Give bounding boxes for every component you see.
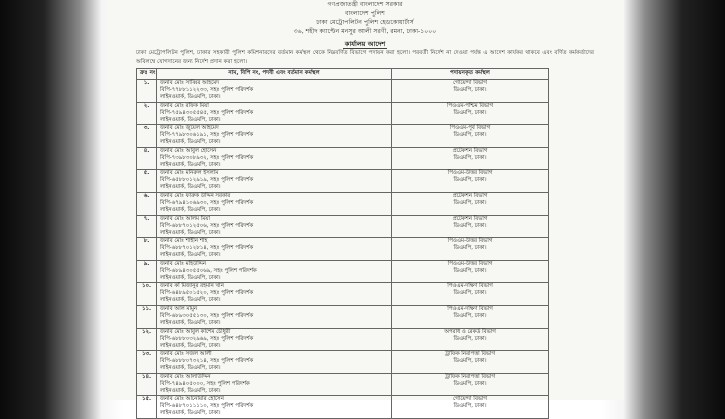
posting-division: পিওএম-দক্ষিণ বিভাগ bbox=[447, 283, 493, 290]
serial-cell: ১৩. bbox=[137, 351, 157, 374]
posting-division: পিওএম-উত্তর বিভাগ bbox=[447, 238, 493, 245]
officer-name: জনাব মোঃ মনিরুল ইসলাম bbox=[160, 170, 219, 177]
table-row bbox=[137, 373, 549, 396]
officer-bp-rank: বিপি-৭৪৯৪০৫০০০, সহঃ পুলিশ পরিদর্শক bbox=[160, 380, 250, 387]
officer-bp-rank: বিপি-৬৪৮৯৫০১৫২০, সহঃ পুলিশ পরিদর্শক bbox=[160, 290, 254, 297]
posting-location: ডিএমপি, ঢাকা। bbox=[453, 380, 487, 387]
officer-name: জনাব কাঁ মিজানুর রহমান খান bbox=[160, 283, 224, 290]
officer-unit: লাইনওয়ার্ক, ডিএমপি, ঢাকা। bbox=[160, 116, 221, 123]
posting-location: ডিএমপি, ঢাকা। bbox=[453, 132, 487, 139]
officer-cell bbox=[157, 396, 392, 419]
officer-bp-rank: বিপি-৬৮৮৭০১২৮১৪, সহঃ পুলিশ পরিদর্শক bbox=[160, 245, 254, 252]
posting-cell bbox=[392, 373, 549, 396]
officer-bp-rank: বিপি-৬৮৯৪৩০৫৫০৬৯, সহঃ পুলিশ পরিদর্শক bbox=[160, 267, 257, 274]
officer-cell bbox=[157, 147, 392, 170]
officer-cell bbox=[157, 283, 392, 306]
serial-cell: ৯. bbox=[137, 260, 157, 283]
serial-cell: ১১. bbox=[137, 305, 157, 328]
table-row bbox=[137, 283, 549, 306]
officer-unit: লাইনওয়ার্ক, ডিএমপি, ঢাকা। bbox=[160, 387, 221, 394]
officer-unit: লাইনওয়ার্ক, ডিএমপি, ঢাকা। bbox=[160, 410, 221, 417]
posting-location: ডিএমপি, ঢাকা। bbox=[453, 335, 487, 342]
officer-cell bbox=[157, 260, 392, 283]
posting-table bbox=[136, 68, 549, 419]
officer-name: জনাব মোঃ আবুল হোসেন bbox=[160, 147, 217, 154]
officer-cell bbox=[157, 215, 392, 238]
officer-cell bbox=[157, 238, 392, 261]
officer-name: জনাব মোঃ মহিউদ্দিন bbox=[160, 260, 206, 267]
table-row bbox=[137, 215, 549, 238]
officer-bp-rank: বিপি-৬৫৮৮০১২৯১৯, সহঃ পুলিশ পরিদর্শক bbox=[160, 177, 254, 184]
table-row bbox=[137, 238, 549, 261]
posting-division: ট্রাফিক নিরাপত্তা বিভাগ bbox=[444, 351, 496, 358]
posting-cell bbox=[392, 102, 549, 125]
column-header-posting: পদায়নকৃত কর্মস্থল bbox=[392, 69, 549, 80]
officer-bp-rank: বিপি-৬৪৮৭০১১১১০, সহঃ পুলিশ পরিদর্শক bbox=[160, 403, 254, 410]
posting-division: পিওএম-দক্ষিণ বিভাগ bbox=[447, 305, 493, 312]
order-title: কার্যালয় আদেশ bbox=[344, 40, 386, 48]
officer-name: জনাব মোঃ আবুল কাশেম চৌধুরী bbox=[160, 328, 231, 335]
table-row bbox=[137, 192, 549, 215]
officer-cell bbox=[157, 102, 392, 125]
officer-name: জনাব মোঃ শাহীন শাহ bbox=[160, 238, 208, 245]
posting-division: পিওএম-উত্তর বিভাগ bbox=[447, 260, 493, 267]
posting-division: গোয়েন্দা বিভাগ bbox=[453, 396, 487, 403]
posting-location: ডিএমপি, ঢাকা। bbox=[453, 358, 487, 365]
officer-name: জনাব মোঃ ফারুক উদ্দিন সরকার bbox=[160, 192, 231, 199]
serial-cell: ১. bbox=[137, 80, 157, 103]
table-row bbox=[137, 80, 549, 103]
table-row bbox=[137, 351, 549, 374]
serial-cell: ৭. bbox=[137, 215, 157, 238]
posting-location: ডিএমপি, ঢাকা। bbox=[453, 109, 487, 116]
officer-name: জনাব মোঃ সাব্বির আহমেদ bbox=[160, 80, 220, 86]
header-line-dmp: ঢাকা মেট্রোপলিটন পুলিশ হেডকোয়ার্টার্স bbox=[316, 19, 414, 26]
posting-cell bbox=[392, 147, 549, 170]
document-header bbox=[106, 0, 624, 36]
officer-unit: লাইনওয়ার্ক, ডিএমপি, ঢাকা। bbox=[160, 139, 221, 146]
officer-bp-rank: বিপি-৭৭৯৮৩০৬১৯১, সহঃ পুলিশ পরিদর্শক bbox=[160, 132, 254, 139]
officer-cell bbox=[157, 351, 392, 374]
serial-cell: ১২. bbox=[137, 328, 157, 351]
posting-location: ডিএমপি, ঢাকা। bbox=[453, 199, 487, 206]
table-row bbox=[137, 125, 549, 148]
posting-cell bbox=[392, 125, 549, 148]
posting-location: ডিএমপি, ঢাকা। bbox=[453, 267, 487, 274]
posting-cell bbox=[392, 328, 549, 351]
intro-paragraph: ঢাকা মেট্রোপলিটন পুলিশ, ঢাকার সহকারী পুলিশ কমিশনারদের বর্তমান কর্মস্থল থেকে নিম্নবর্ণিত বিভাগে পদায়ন করা হলো। পরবর্তী নির্দেশ না দেওয়া পর্যন্ত এ আদেশ কার্যকর থাকবে এবং বর্ণিত কর্মকর্তাদের অবিলম্বে যোগদানের জন্য নির্দেশ প্রদান করা হলো। bbox=[136, 50, 594, 65]
officer-unit: লাইনওয়ার্ক, ডিএমপি, ঢাকা। bbox=[160, 319, 221, 326]
officer-name: জনাব মোঃ আনোয়ার হোসেন bbox=[160, 396, 224, 403]
posting-cell bbox=[392, 238, 549, 261]
officer-unit: লাইনওয়ার্ক, ডিএমপি, ঢাকা। bbox=[160, 342, 221, 349]
serial-cell: ১০. bbox=[137, 283, 157, 306]
table-header-row bbox=[137, 69, 549, 80]
posting-cell bbox=[392, 260, 549, 283]
posting-division: ট্রাফিক নিরাপত্তা বিভাগ bbox=[444, 373, 496, 380]
posting-cell bbox=[392, 351, 549, 374]
posting-location: ডিএমপি, ঢাকা। bbox=[453, 290, 487, 297]
table-row bbox=[137, 147, 549, 170]
posting-location: ডিএমপি, ঢাকা। bbox=[453, 177, 487, 184]
officer-cell bbox=[157, 305, 392, 328]
officer-name: জনাব মোঃ আলম মিয়া bbox=[160, 215, 210, 222]
posting-location: ডিএমপি, ঢাকা। bbox=[453, 403, 487, 410]
officer-bp-rank: বিপি-৬৭৯৪১০৬৯৩০, সহঃ পুলিশ পরিদর্শক bbox=[160, 199, 254, 206]
serial-cell: ৪. bbox=[137, 147, 157, 170]
posting-division: পিওএম-পশ্চিম বিভাগ bbox=[446, 102, 494, 109]
serial-cell: ১৪. bbox=[137, 373, 157, 396]
officer-name: জনাব মোঃ জুয়েল আহমেদ bbox=[160, 125, 219, 132]
posting-division: গোয়েন্দা বিভাগ bbox=[453, 80, 487, 86]
officer-unit: লাইনওয়ার্ক, ডিএমপি, ঢাকা। bbox=[160, 229, 221, 236]
officer-cell bbox=[157, 80, 392, 103]
posting-division: প্রটেকশন বিভাগ bbox=[452, 147, 488, 154]
table-row bbox=[137, 170, 549, 193]
posting-cell bbox=[392, 170, 549, 193]
officer-name: জনাব মোঃ রফিক মিয়া bbox=[160, 102, 209, 109]
officer-unit: লাইনওয়ার্ক, ডিএমপি, ঢাকা। bbox=[160, 252, 221, 259]
table-row bbox=[137, 328, 549, 351]
posting-location: ডিএমপি, ঢাকা। bbox=[453, 245, 487, 252]
serial-cell: ৮. bbox=[137, 238, 157, 261]
header-line-address: ৩৬, শহীদ ক্যাপ্টেন মনসুর আলী সরণী, রমনা, ঢাকা-১০০০ bbox=[293, 28, 437, 35]
serial-cell: ৩. bbox=[137, 125, 157, 148]
officer-cell bbox=[157, 373, 392, 396]
scanned-document bbox=[106, 0, 624, 417]
officer-unit: লাইনওয়ার্ক, ডিএমপি, ঢাকা। bbox=[160, 206, 221, 213]
column-header-serial: ক্রঃ নং bbox=[137, 69, 157, 80]
serial-cell: ৬. bbox=[137, 192, 157, 215]
officer-name: জনাব আল মামুন bbox=[160, 305, 198, 312]
serial-cell: ১৫. bbox=[137, 396, 157, 419]
officer-cell bbox=[157, 192, 392, 215]
posting-division: পিওএম-পূর্ব বিভাগ bbox=[449, 125, 491, 132]
officer-cell bbox=[157, 328, 392, 351]
table-row bbox=[137, 260, 549, 283]
posting-location: ডিএমপি, ঢাকা। bbox=[453, 312, 487, 319]
posting-cell bbox=[392, 305, 549, 328]
officer-bp-rank: বিপি-৬৮৮৮০৭৩২১৪, সহঃ পুলিশ পরিদর্শক bbox=[160, 358, 254, 365]
officer-unit: লাইনওয়ার্ক, ডিএমপি, ঢাকা। bbox=[160, 94, 221, 100]
officer-unit: লাইনওয়ার্ক, ডিএমপি, ঢাকা। bbox=[160, 365, 221, 372]
serial-cell: ২. bbox=[137, 102, 157, 125]
officer-unit: লাইনওয়ার্ক, ডিএমপি, ঢাকা। bbox=[160, 297, 221, 304]
header-line-government: গণপ্রজাতন্ত্রী বাংলাদেশ সরকার bbox=[327, 1, 403, 8]
officer-bp-rank: বিপি-৬৮৯৩০৫৫১৩০, সহঃ পুলিশ পরিদর্শক bbox=[160, 312, 254, 319]
posting-cell bbox=[392, 283, 549, 306]
table-row bbox=[137, 396, 549, 419]
table-row bbox=[137, 305, 549, 328]
posting-division: অপরাধ ও রেকর্ড বিভাগ bbox=[444, 328, 496, 335]
officer-bp-rank: বিপি-৬৮৮৭০১২৫০৬, সহঃ পুলিশ পরিদর্শক bbox=[160, 222, 254, 229]
officer-name: জনাব মোঃ সজল আলী bbox=[160, 351, 212, 358]
header-line-police: বাংলাদেশ পুলিশ bbox=[345, 10, 385, 17]
posting-cell bbox=[392, 192, 549, 215]
officer-unit: লাইনওয়ার্ক, ডিএমপি, ঢাকা। bbox=[160, 161, 221, 168]
posting-location: ডিএমপি, ঢাকা। bbox=[453, 222, 487, 229]
officer-unit: লাইনওয়ার্ক, ডিএমপি, ঢাকা। bbox=[160, 274, 221, 281]
column-header-name: নাম, বিপি নং, পদবী এবং বর্তমান কর্মস্থল bbox=[157, 69, 392, 80]
officer-unit: লাইনওয়ার্ক, ডিএমপি, ঢাকা। bbox=[160, 184, 221, 191]
officer-cell bbox=[157, 125, 392, 148]
posting-division: পিওএম-উত্তর বিভাগ bbox=[447, 170, 493, 177]
officer-bp-rank: বিপি-৬৮৮৮০৩২৯৬৯, সহঃ পুলিশ পরিদর্শক bbox=[160, 335, 254, 342]
posting-cell bbox=[392, 215, 549, 238]
posting-division: প্রটেকশন বিভাগ bbox=[452, 215, 488, 222]
posting-cell bbox=[392, 396, 549, 419]
posting-division: প্রটেকশন বিভাগ bbox=[452, 192, 488, 199]
officer-bp-rank: বিপি-৭৭৮৮১১২২৩৩, সহঃ পুলিশ পরিদর্শক bbox=[160, 87, 254, 93]
officer-bp-rank: বিপি-৭৫৯৪৩০৫৫৪৫, সহঃ পুলিশ পরিদর্শক bbox=[160, 109, 254, 116]
table-row bbox=[137, 102, 549, 125]
officer-bp-rank: বিপি-৭৩৯৮৩০৮৯৩২, সহঃ পুলিশ পরিদর্শক bbox=[160, 154, 254, 161]
serial-cell: ৫. bbox=[137, 170, 157, 193]
officer-name: জনাব মোঃ আলাউদ্দিন bbox=[160, 373, 211, 380]
officer-cell bbox=[157, 170, 392, 193]
posting-location: ডিএমপি, ঢাকা। bbox=[453, 87, 487, 93]
posting-cell bbox=[392, 80, 549, 103]
posting-location: ডিএমপি, ঢাকা। bbox=[453, 154, 487, 161]
